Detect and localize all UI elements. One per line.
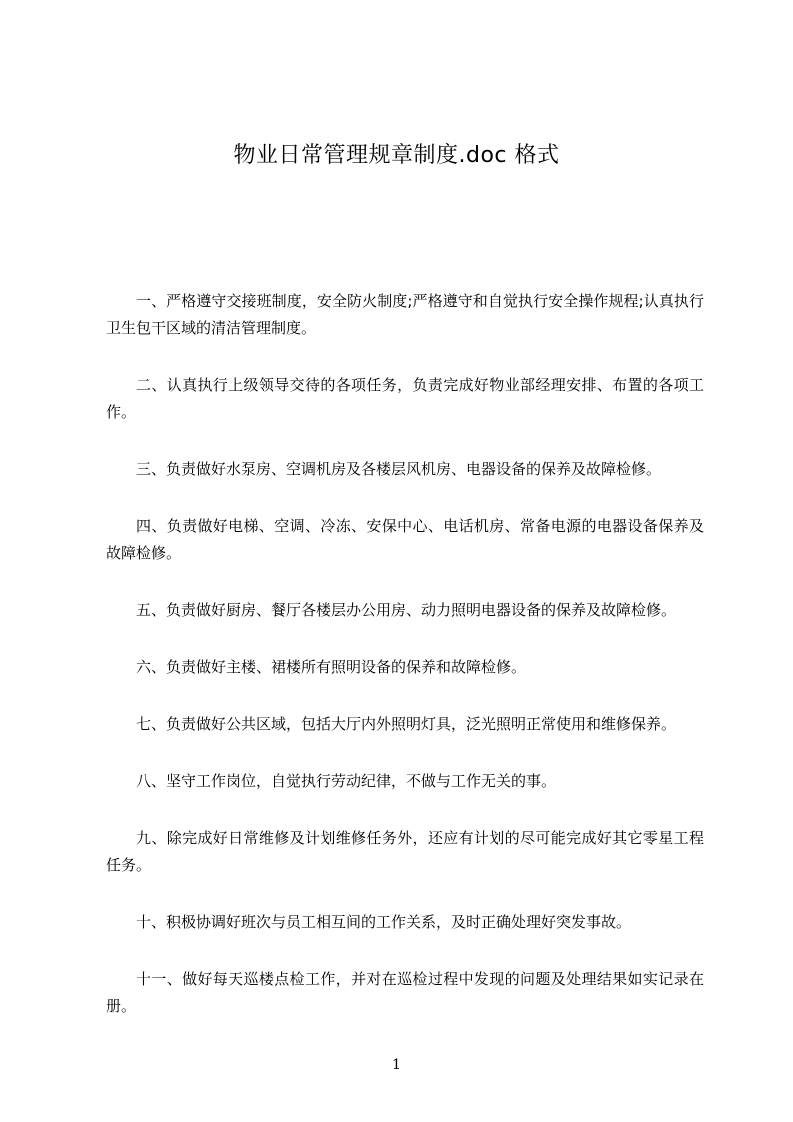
document-body (106, 288, 704, 1050)
page-number: 1 (392, 1057, 401, 1073)
paragraph-4: 四、负责做好电梯、空调、冷冻、安保中心、电话机房、常备电源的电器设备保养及故障检修。 (106, 517, 704, 562)
paragraph-2: 二、认真执行上级领导交待的各项任务，负责完成好物业部经理安排、布置的各项工作。 (106, 376, 704, 421)
paragraph-7: 七、负责做好公共区域，包括大厅内外照明灯具，泛光照明正常使用和维修保养。 (136, 715, 677, 733)
page-title: 物业日常管理规章制度.doc 格式 (233, 143, 560, 168)
paragraph-8: 八、坚守工作岗位，自觉执行劳动纪律，不做与工作无关的事。 (136, 772, 557, 790)
paragraph-3: 三、负责做好水泵房、空调机房及各楼层风机房、电器设备的保养及故障检修。 (136, 460, 662, 478)
paragraph-6: 六、负责做好主楼、裙楼所有照明设备的保养和故障检修。 (136, 658, 527, 676)
paragraph-9: 九、除完成好日常维修及计划维修任务外，还应有计划的尽可能完成好其它零星工程任务。 (106, 829, 704, 874)
paragraph-11: 十一、做好每天巡楼点检工作，并对在巡检过程中发现的问题及处理结果如实记录在册。 (106, 970, 704, 1015)
paragraph-10: 十、积极协调好班次与员工相互间的工作关系，及时正确处理好突发事故。 (136, 913, 632, 931)
paragraph-5: 五、负责做好厨房、餐厅各楼层办公用房、动力照明电器设备的保养及故障检修。 (136, 601, 677, 619)
paragraph-1: 一、严格遵守交接班制度，安全防火制度;严格遵守和自觉执行安全操作规程;认真执行卫生包干区域的清洁管理制度。 (106, 292, 704, 337)
